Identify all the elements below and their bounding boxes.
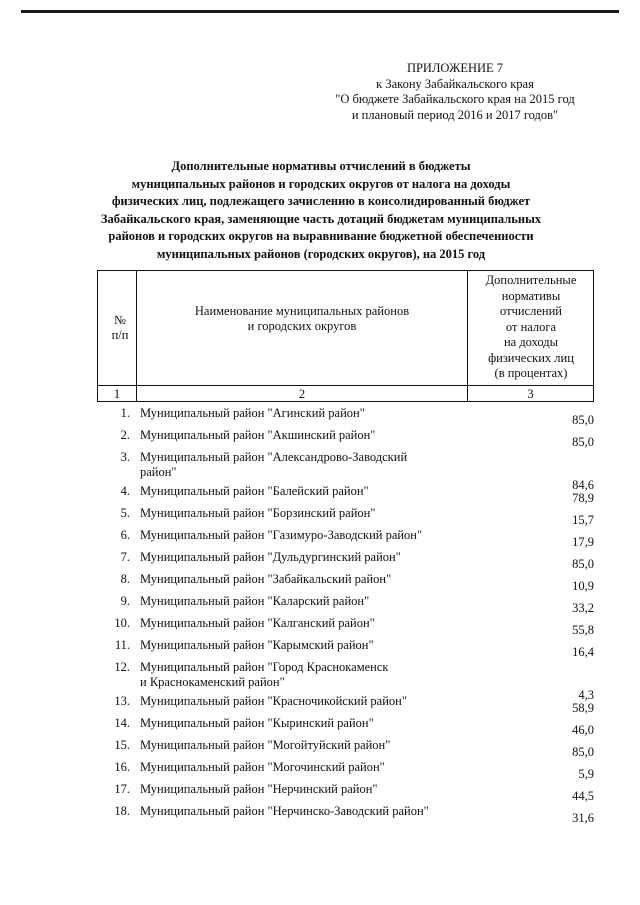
table-row [100, 804, 600, 823]
table-colnum-divider [97, 401, 594, 402]
table-header-divider [97, 385, 594, 386]
row-name-line: Муниципальный район "Агинский район" [140, 406, 365, 420]
header-value-line: от налога [505, 319, 557, 334]
table-row [100, 760, 600, 779]
appendix-label: ПРИЛОЖЕНИЕ 7 [406, 61, 504, 75]
row-number: 13. [114, 694, 130, 708]
table-row [100, 572, 600, 591]
row-value: 5,9 [578, 767, 594, 781]
row-name-line: Муниципальный район "Дульдургинский район" [140, 550, 401, 564]
row-number: 17. [114, 782, 130, 796]
title-line: районов и городских округов на выравнивание бюджетной обеспеченности [108, 229, 534, 243]
row-name [140, 616, 470, 631]
table-row [100, 716, 600, 735]
row-value: 85,0 [572, 435, 594, 449]
row-number: 2. [120, 428, 130, 442]
row-value: 10,9 [572, 579, 594, 593]
row-number: 8. [120, 572, 130, 586]
row-number: 1. [120, 406, 130, 420]
row-value: 15,7 [572, 513, 594, 527]
header-value-line: (в процентах) [494, 366, 568, 380]
row-name-line: Муниципальный район "Борзинский район" [140, 506, 376, 520]
row-value: 17,9 [572, 535, 594, 549]
row-name-line: Муниципальный район "Город Краснокаменск [140, 660, 389, 674]
header-value-line: отчислений [500, 304, 562, 318]
colnum-3: 3 [527, 387, 534, 401]
row-name [140, 506, 470, 521]
table-col-divider [136, 270, 137, 402]
table-row [100, 528, 600, 547]
row-number: 12. [114, 660, 130, 674]
header-num [105, 313, 135, 343]
row-value: 33,2 [572, 601, 594, 615]
header-value-line: на доходы [503, 335, 559, 349]
table-row [100, 694, 600, 713]
row-name-line: Муниципальный район "Забайкальский район" [140, 572, 392, 586]
row-name [140, 716, 470, 731]
row-name-line: Муниципальный район "Газимуро-Заводский район" [140, 528, 423, 542]
title-line: Дополнительные нормативы отчислений в бюджеты [171, 159, 471, 173]
appendix-law-period: и плановый период 2016 и 2017 годов" [351, 107, 559, 122]
row-number: 5. [120, 506, 130, 520]
row-name [140, 428, 470, 443]
row-name [140, 572, 470, 587]
row-name [140, 760, 470, 775]
header-num-line: п/п [111, 328, 129, 342]
top-rule [21, 10, 619, 13]
row-number: 15. [114, 738, 130, 752]
header-value-line: Дополнительные [485, 273, 577, 287]
appendix-law-ref: к Закону Забайкальского края [376, 76, 534, 91]
row-name-line: Муниципальный район "Нерчинский район" [140, 782, 378, 796]
row-name-line: Муниципальный район "Кыринский район" [140, 716, 374, 730]
row-number: 6. [120, 528, 130, 542]
row-name-line: Муниципальный район "Акшинский район" [140, 428, 376, 442]
row-value: 4,3 [578, 688, 594, 702]
row-name [140, 484, 470, 499]
header-name-line: Наименование муниципальных районов [194, 304, 410, 318]
row-number: 4. [120, 484, 130, 498]
row-name-line: Муниципальный район "Нерчинско-Заводский район" [140, 804, 429, 818]
row-name [140, 594, 470, 609]
row-number: 11. [114, 638, 130, 652]
table-row [100, 484, 600, 503]
row-value: 85,0 [572, 413, 594, 427]
row-name [140, 694, 470, 709]
table-row [100, 594, 600, 613]
header-value-line: физических лиц [488, 350, 574, 365]
row-value: 46,0 [572, 723, 594, 737]
row-name-line: Муниципальный район "Карымский район" [140, 638, 374, 652]
title-line: муниципальных районов (городских округов), на 2015 год [156, 246, 486, 261]
row-name [140, 406, 470, 421]
row-number: 9. [120, 594, 130, 608]
row-name-line: Муниципальный район "Красночикойский район" [140, 694, 407, 708]
row-value: 78,9 [572, 491, 594, 505]
row-name [140, 528, 470, 543]
header-num-line: № [114, 313, 126, 327]
row-number: 10. [114, 616, 130, 630]
colnum-2: 2 [298, 387, 306, 401]
row-name-line: Муниципальный район "Каларский район" [140, 594, 370, 608]
row-value: 31,6 [572, 811, 594, 825]
header-name [137, 304, 467, 334]
row-value: 85,0 [572, 745, 594, 759]
row-name [140, 804, 470, 819]
row-name [140, 550, 470, 565]
table-row [100, 738, 600, 757]
table-row [100, 616, 600, 635]
table-row [100, 428, 600, 447]
row-name-line: Муниципальный район "Могочинский район" [140, 760, 385, 774]
row-name [140, 738, 470, 753]
table-border-left [97, 270, 98, 402]
row-name [140, 450, 470, 480]
row-number: 7. [120, 550, 130, 564]
row-value: 16,4 [572, 645, 594, 659]
table-row [100, 782, 600, 801]
table-row [100, 406, 600, 425]
row-name-line: район" [140, 465, 177, 479]
row-value: 58,9 [572, 701, 594, 715]
row-name-line: Муниципальный район "Александрово-Заводский [140, 450, 408, 464]
appendix-law-title: "О бюджете Забайкальского края на 2015 год [335, 92, 575, 106]
colnum-1: 1 [113, 387, 121, 401]
row-number: 16. [114, 760, 130, 774]
row-name-line: Муниципальный район "Калганский район" [140, 616, 375, 630]
header-value [468, 273, 594, 382]
row-name-line: и Краснокаменский район" [140, 675, 285, 689]
row-name-line: Муниципальный район "Могойтуйский район" [140, 738, 391, 752]
table-row [100, 506, 600, 525]
row-value: 85,0 [572, 557, 594, 571]
row-name [140, 638, 470, 653]
title-line: физических лиц, подлежащего зачислению в консолидированный бюджет [111, 194, 531, 208]
table-row [100, 550, 600, 569]
row-name-line: Муниципальный район "Балейский район" [140, 484, 369, 498]
document-title [98, 158, 544, 263]
row-value: 44,5 [572, 789, 594, 803]
header-value-line: нормативы [501, 288, 561, 303]
row-name [140, 782, 470, 797]
table-border-top [97, 270, 594, 271]
appendix-header [330, 61, 580, 123]
row-number: 18. [114, 804, 130, 818]
row-number: 14. [114, 716, 130, 730]
row-value: 84,6 [572, 478, 594, 492]
title-line: муниципальных районов и городских округов от налога на доходы [131, 176, 511, 191]
table-row [100, 638, 600, 657]
row-number: 3. [120, 450, 130, 464]
row-name [140, 660, 470, 690]
title-line: Забайкальского края, заменяющие часть дотаций бюджетам муниципальных [100, 211, 542, 226]
row-value: 55,8 [572, 623, 594, 637]
header-name-line: и городских округов [247, 319, 357, 333]
